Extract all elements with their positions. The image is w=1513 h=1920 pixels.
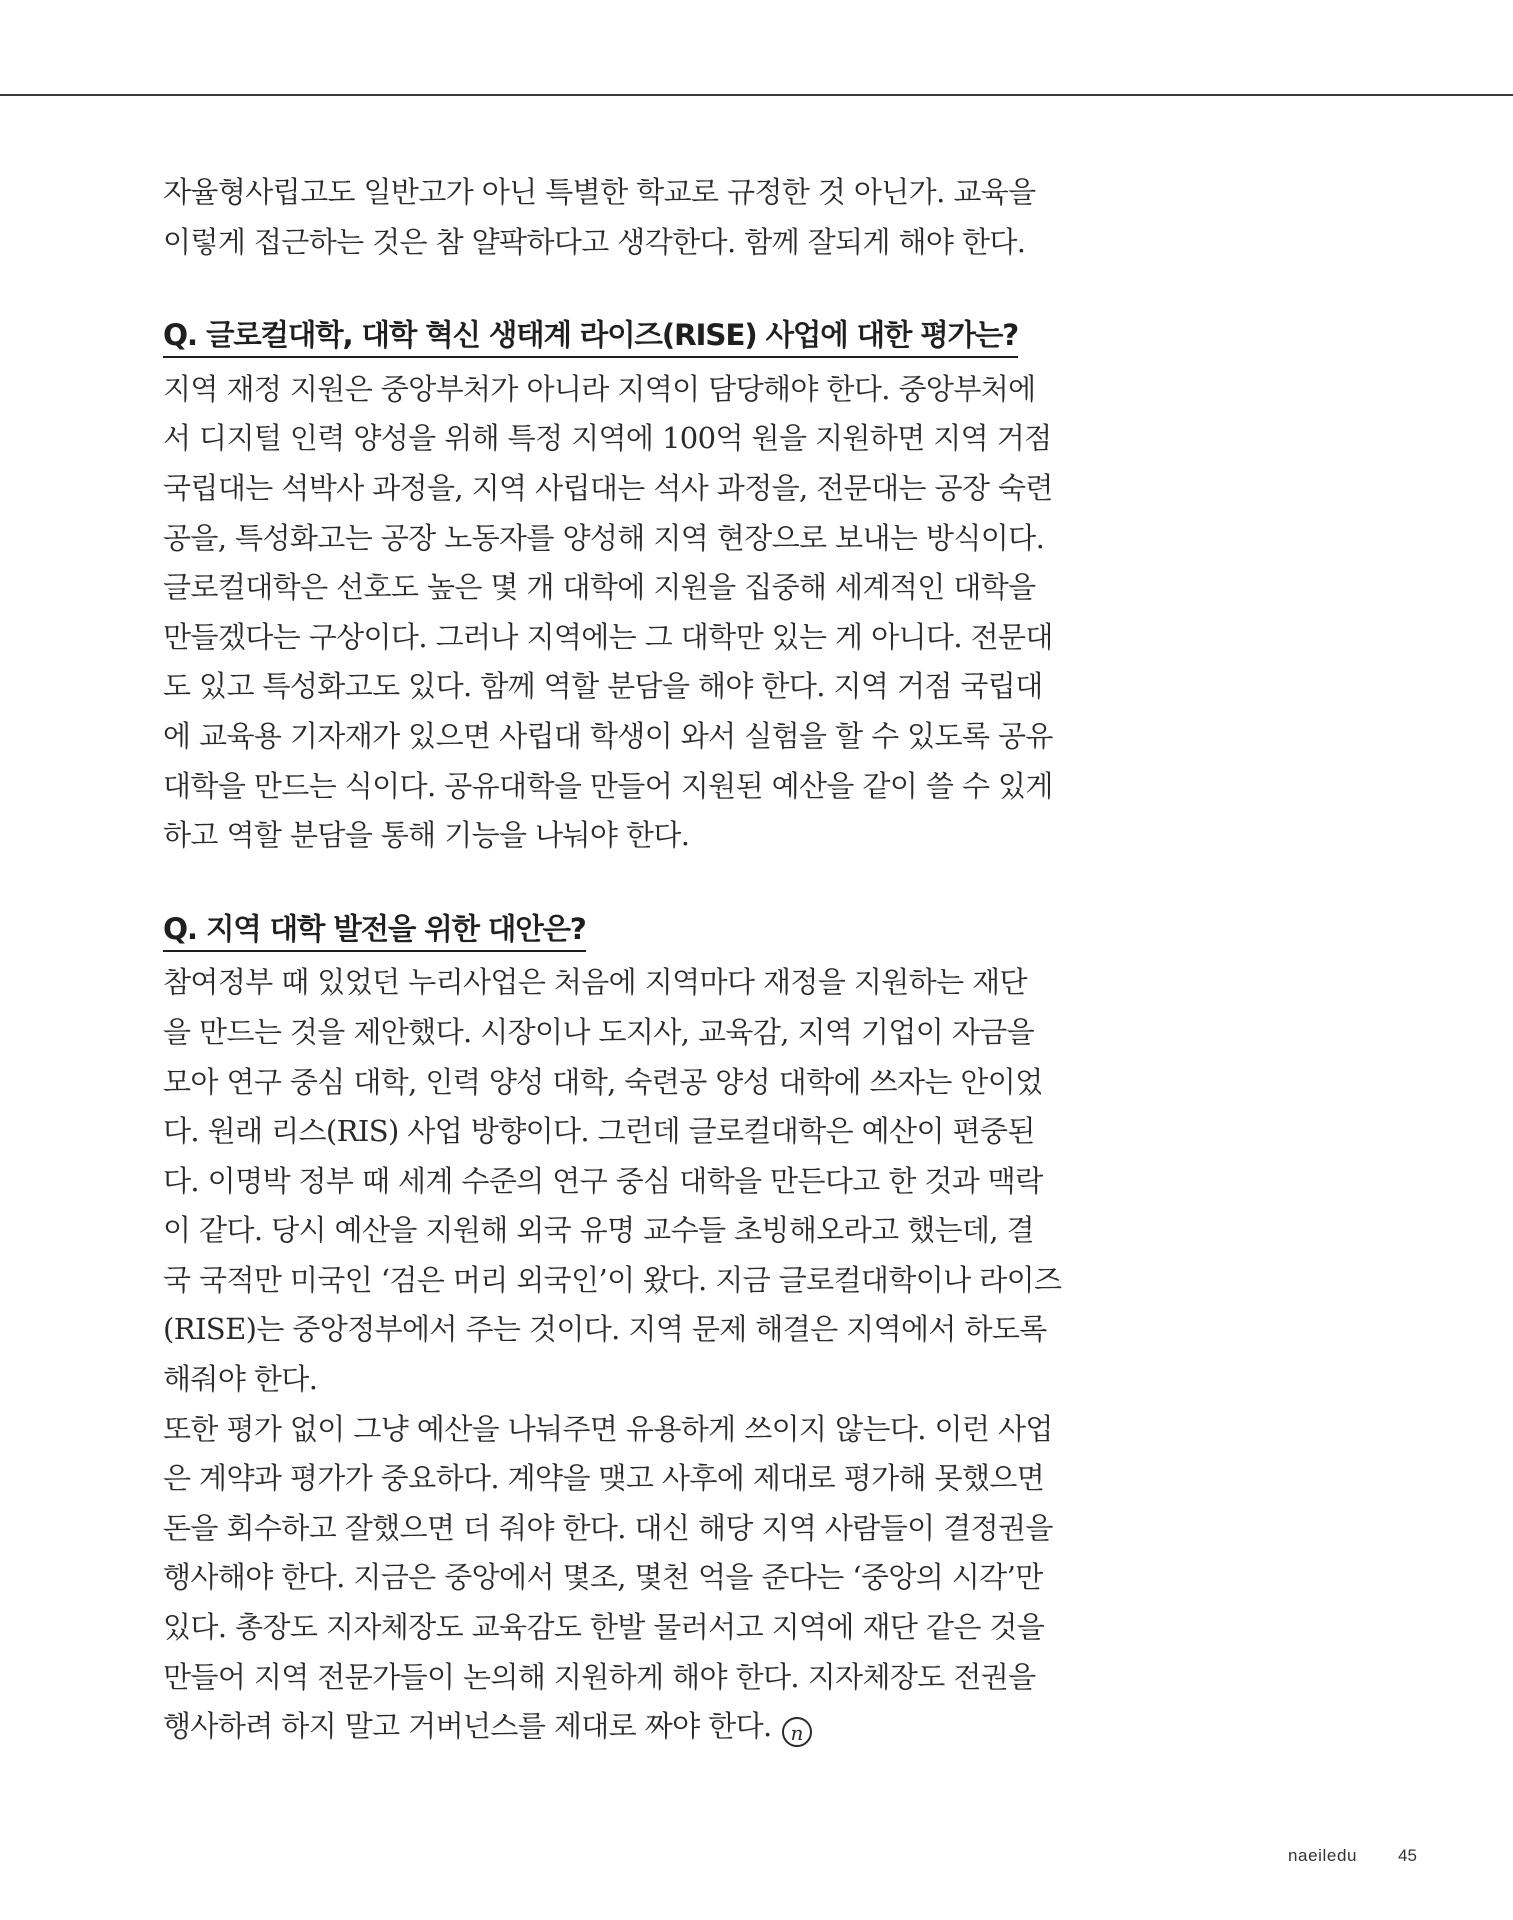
text-line: 다. 이명박 정부 때 세계 수준의 연구 중심 대학을 만든다고 한 것과 맥락 <box>163 1163 1043 1198</box>
text-line: 도 있고 특성화고도 있다. 함께 역할 분담을 해야 한다. 지역 거점 국립대 <box>163 669 1043 704</box>
intro-paragraph <box>163 168 1036 267</box>
last-text-line <box>163 1702 1003 1752</box>
text-line: 을 만드는 것을 제안했다. 시장이나 도지사, 교육감, 지역 기업이 자금을 <box>163 1014 1035 1049</box>
text-line: 만들어 지역 전문가들이 논의해 지원하게 해야 한다. 지자체장도 전권을 <box>163 1659 1036 1694</box>
section-1 <box>163 315 1053 861</box>
text-line: 행사하려 하지 말고 거버넌스를 제대로 짜야 한다. <box>163 1709 772 1744</box>
article-body <box>163 168 1062 1752</box>
text-line: 글로컬대학은 선호도 높은 몇 개 대학에 지원을 집중해 세계적인 대학을 <box>163 570 1036 605</box>
text-line: 또한 평가 없이 그냥 예산을 나눠주면 유용하게 쓰이지 않는다. 이런 사업 <box>163 1411 1053 1446</box>
section-heading: Q. 지역 대학 발전을 위한 대안은? <box>163 909 586 952</box>
spacer <box>163 267 1003 315</box>
footer-brand: naeiledu <box>1288 1846 1358 1865</box>
text-line: 공을, 특성화고는 공장 노동자를 양성해 지역 현장으로 보내는 방식이다. <box>163 520 1045 555</box>
text-line: 지역 재정 지원은 중앙부처가 아니라 지역이 담당해야 한다. 중앙부처에 <box>163 371 1036 406</box>
text-line: 국 국적만 미국인 ‘검은 머리 외국인’이 왔다. 지금 글로컬대학이나 라이즈 <box>163 1262 1062 1297</box>
text-line: 행사해야 한다. 지금은 중앙에서 몇조, 몇천 억을 준다는 ‘중앙의 시각’만 <box>163 1560 1043 1595</box>
section-heading: Q. 글로컬대학, 대학 혁신 생태계 라이즈(RISE) 사업에 대한 평가는? <box>163 315 1018 358</box>
text-line: (RISE)는 중앙정부에서 주는 것이다. 지역 문제 해결은 지역에서 하도록 <box>163 1312 1047 1347</box>
spacer <box>163 861 1003 909</box>
text-line: 돈을 회수하고 잘했으면 더 줘야 한다. 대신 해당 지역 사람들이 결정권을 <box>163 1510 1053 1545</box>
end-mark-icon: n <box>782 1717 812 1747</box>
section-2 <box>163 909 1062 1752</box>
text-line: 대학을 만드는 식이다. 공유대학을 만들어 지원된 예산을 같이 쓸 수 있게 <box>163 768 1053 803</box>
text-line: 이 같다. 당시 예산을 지원해 외국 유명 교수들 초빙해오라고 했는데, 결 <box>163 1213 1035 1248</box>
text-line: 해줘야 한다. <box>163 1362 318 1397</box>
text-line: 하고 역할 분담을 통해 기능을 나눠야 한다. <box>163 818 690 853</box>
text-line: 서 디지털 인력 양성을 위해 특정 지역에 100억 원을 지원하면 지역 거점 <box>163 421 1052 456</box>
text-line: 있다. 총장도 지자체장도 교육감도 한발 물러서고 지역에 재단 같은 것을 <box>163 1610 1045 1645</box>
top-rule <box>0 94 1513 96</box>
page-number: 45 <box>1398 1846 1417 1865</box>
text-line: 국립대는 석박사 과정을, 지역 사립대는 석사 과정을, 전문대는 공장 숙련 <box>163 470 1053 505</box>
text-line: 은 계약과 평가가 중요하다. 계약을 맺고 사후에 제대로 평가해 못했으면 <box>163 1461 1045 1496</box>
text-line: 다. 원래 리스(RIS) 사업 방향이다. 그런데 글로컬대학은 예산이 편중된 <box>163 1114 1035 1149</box>
text-line: 만들겠다는 구상이다. 그러나 지역에는 그 대학만 있는 게 아니다. 전문대 <box>163 619 1053 654</box>
text-line: 자율형사립고도 일반고가 아닌 특별한 학교로 규정한 것 아닌가. 교육을 <box>163 175 1036 209</box>
text-line: 에 교육용 기자재가 있으면 사립대 학생이 와서 실험을 할 수 있도록 공유 <box>163 718 1053 753</box>
text-line: 이렇게 접근하는 것은 참 얄팍하다고 생각한다. 함께 잘되게 해야 한다. <box>163 224 1026 259</box>
text-line: 참여정부 때 있었던 누리사업은 처음에 지역마다 재정을 지원하는 재단 <box>163 965 1027 1000</box>
text-line: 모아 연구 중심 대학, 인력 양성 대학, 숙련공 양성 대학에 쓰자는 안이었 <box>163 1064 1043 1099</box>
